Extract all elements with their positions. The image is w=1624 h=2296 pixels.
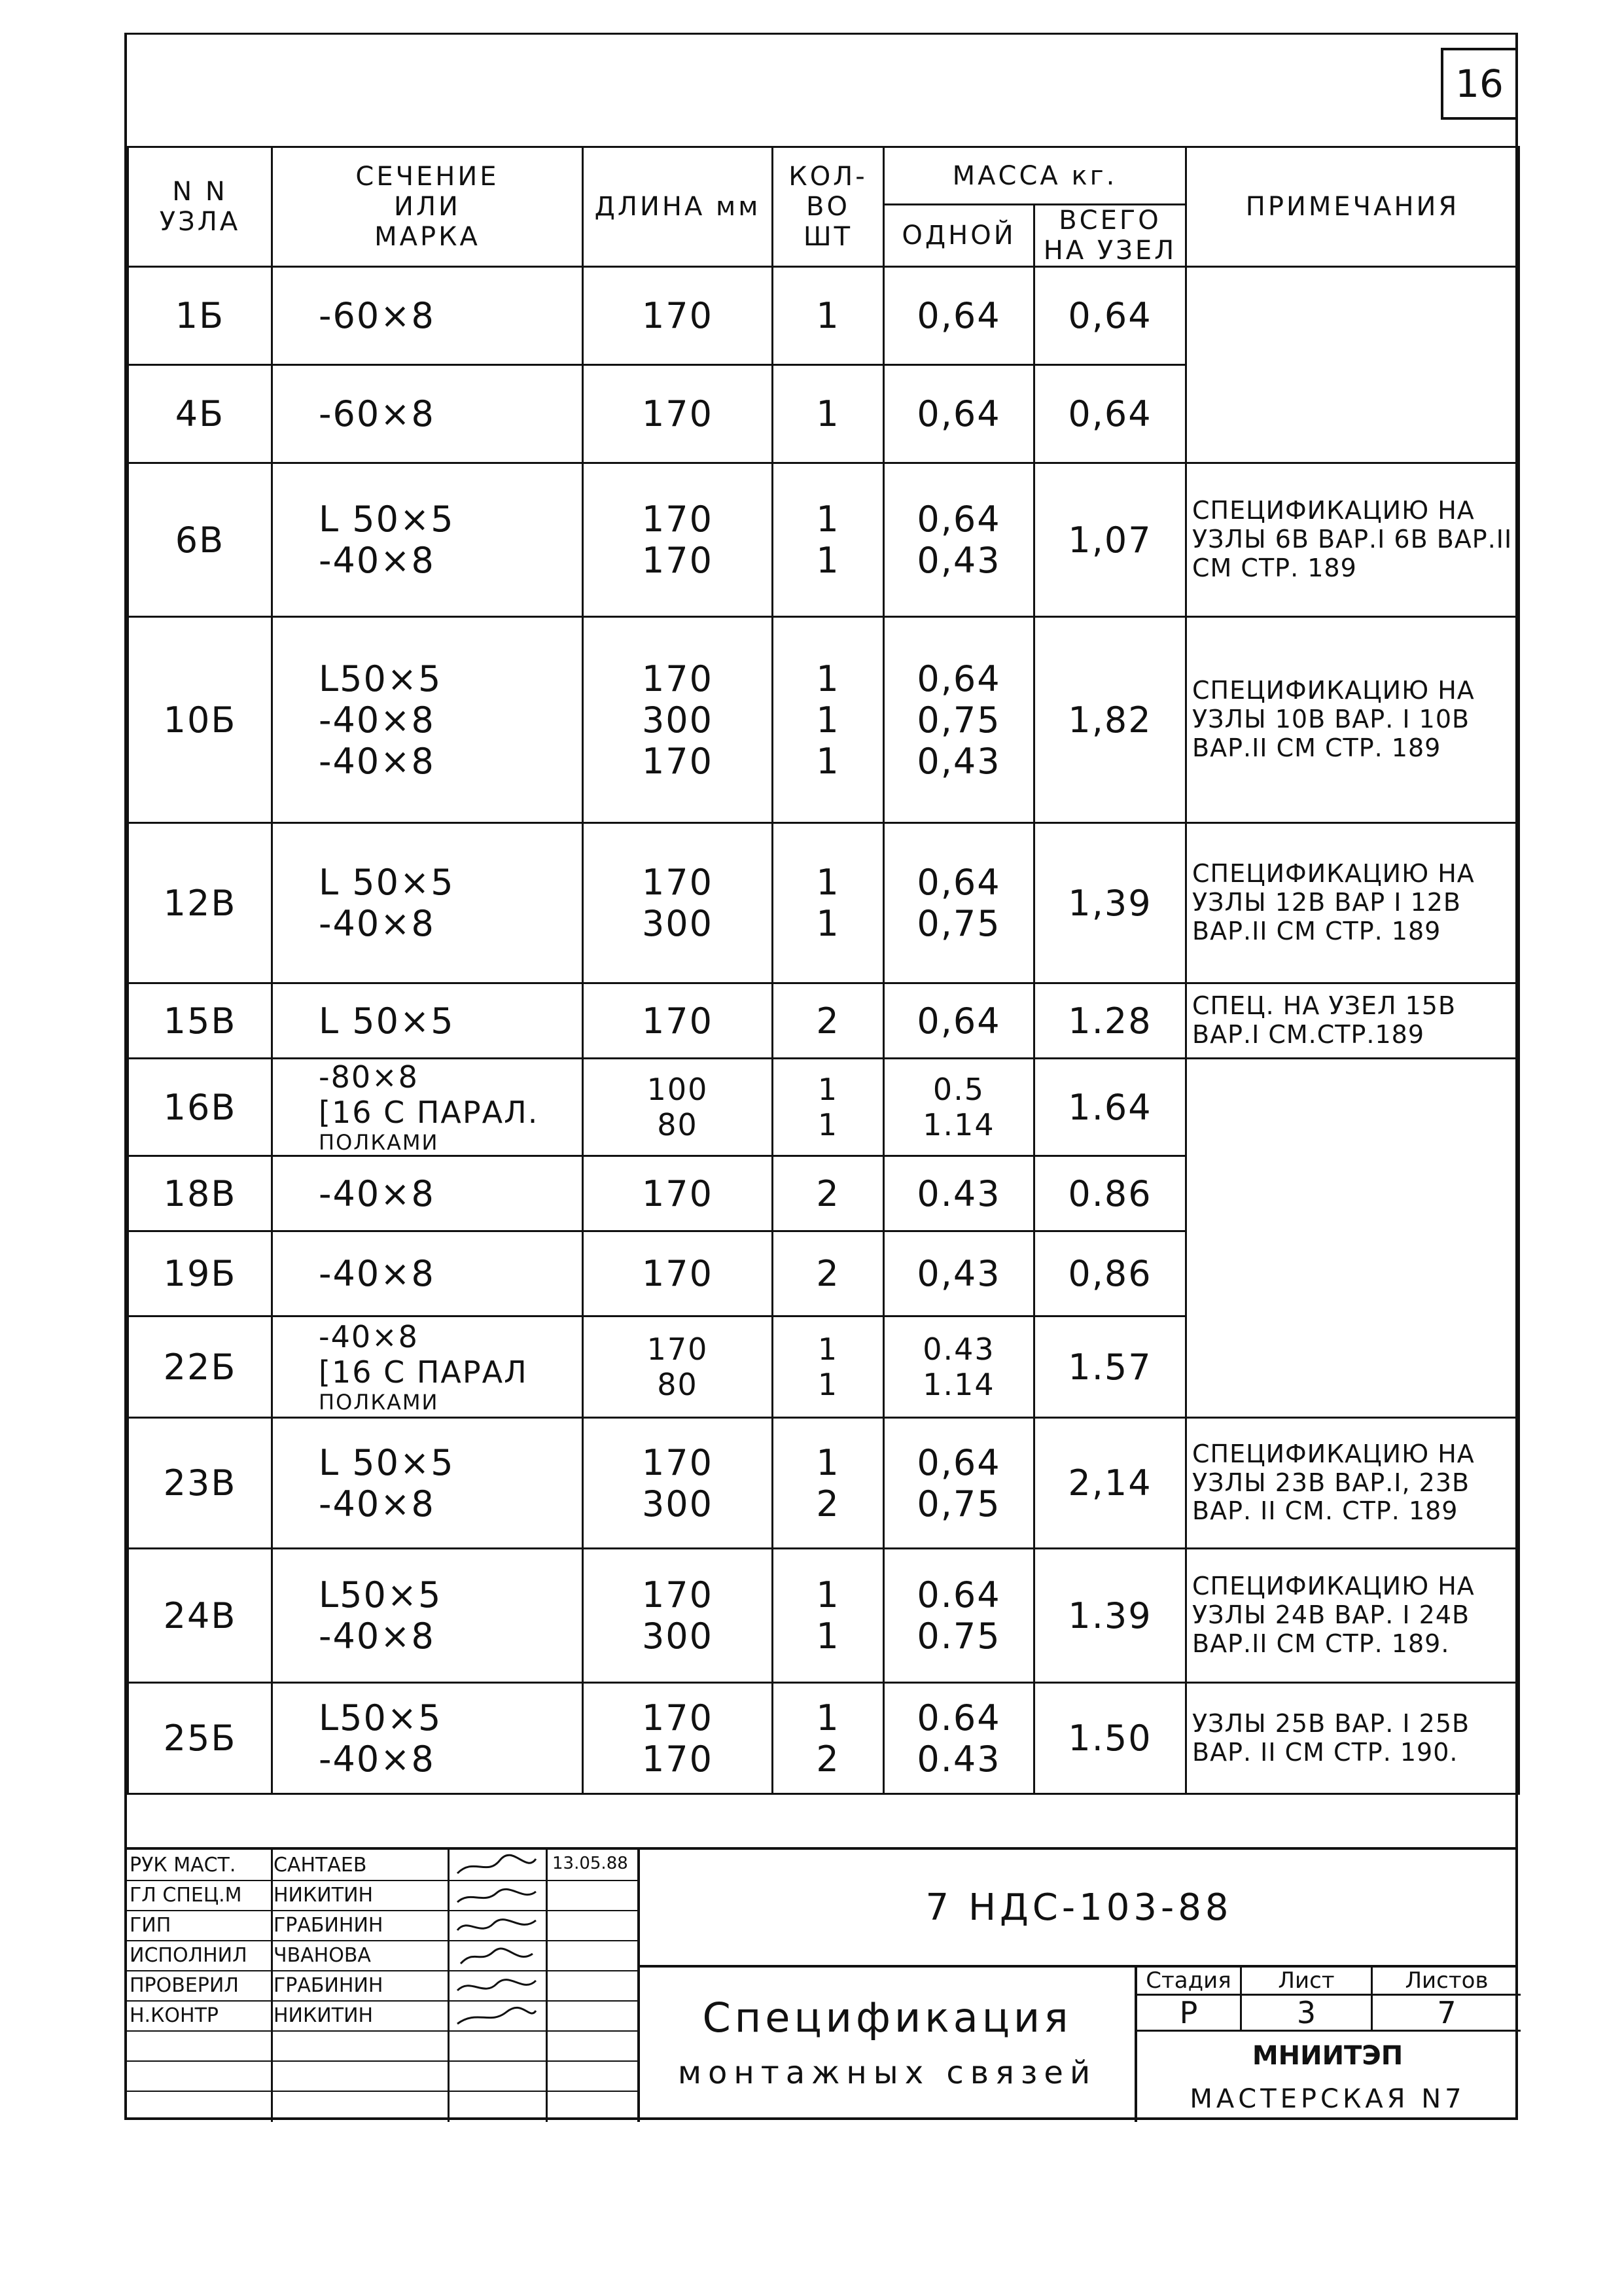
header-length: ДЛИНА мм xyxy=(583,147,773,267)
signatures-block: РУК МАСТ. САНТАЕВ 13.05.88 ГЛ СПЕЦ.М НИКИТИН ГИП ГРАБИНИН ИСПОЛНИЛ ЧВАНОВА ПРОВЕРИЛ ГРАБИНИН Н.КОНТР НИКИТИН xyxy=(127,1850,637,2122)
table-row: 10Б L50×5 -40×8 -40×8 170 300 170 1 1 1 0,64 0,75 0,43 1,82 СПЕЦИФИКАЦИЮ НА УЗЛЫ 10В ВАР. I 10В ВАР.II СМ СТР. 189 xyxy=(128,617,1519,823)
workshop: МАСТЕРСКАЯ N7 xyxy=(1190,2084,1466,2114)
note: СПЕЦИФИКАЦИЮ НА УЗЛЫ 23В ВАР.I, 23В ВАР. II СМ. СТР. 189 xyxy=(1186,1418,1519,1549)
table-row: 22Б -40×8 [16 С ПАРАЛ ПОЛКАМИ 170 80 1 1 0.43 1.14 1.57 xyxy=(128,1316,1519,1418)
signature-4 xyxy=(454,1944,539,1970)
table-row: 19Б -40×8 170 2 0,43 0,86 xyxy=(128,1231,1519,1316)
header-mass-one: ОДНОЙ xyxy=(884,205,1034,267)
stage-block: Стадия Лист Листов Р 3 7 МНИИТЭП МАСТЕРСКАЯ N7 xyxy=(1135,1968,1518,2122)
header-mass-total: ВСЕГО НА УЗЕЛ xyxy=(1034,205,1186,267)
table-row: 23В L 50×5 -40×8 170 300 1 2 0,64 0,75 2,14 СПЕЦИФИКАЦИЮ НА УЗЛЫ 23В ВАР.I, 23В ВАР. II СМ. СТР. 189 xyxy=(128,1418,1519,1549)
drawing-title: Спецификация монтажных связей xyxy=(637,1968,1135,2122)
table-row: 1Б -60×8 170 1 0,64 0,64 xyxy=(128,267,1519,365)
signature-3 xyxy=(454,1914,539,1940)
signature-1 xyxy=(454,1854,539,1880)
note: УЗЛЫ 25В ВАР. I 25В ВАР. II СМ СТР. 190. xyxy=(1186,1683,1519,1794)
document-code: 7 НДС-103-88 xyxy=(637,1850,1518,1968)
header-node: N N УЗЛА xyxy=(128,147,272,267)
drawing-sheet xyxy=(124,33,1518,2120)
note: СПЕЦ. НА УЗЕЛ 15В ВАР.I СМ.СТР.189 xyxy=(1186,983,1519,1059)
table-row: 15В L 50×5 170 2 0,64 1.28 СПЕЦ. НА УЗЕЛ 15В ВАР.I СМ.СТР.189 xyxy=(128,983,1519,1059)
note: СПЕЦИФИКАЦИЮ НА УЗЛЫ 10В ВАР. I 10В ВАР.II СМ СТР. 189 xyxy=(1186,617,1519,823)
signature-6 xyxy=(454,2004,539,2030)
signature-2 xyxy=(454,1884,539,1910)
header-notes: ПРИМЕЧАНИЯ xyxy=(1186,147,1519,267)
table-row: 4Б -60×8 170 1 0,64 0,64 xyxy=(128,365,1519,463)
table-row: 12В L 50×5 -40×8 170 300 1 1 0,64 0,75 1,39 СПЕЦИФИКАЦИЮ НА УЗЛЫ 12В ВАР I 12В ВАР.II СМ СТР. 189 xyxy=(128,823,1519,983)
table-row: 6В L 50×5 -40×8 170 170 1 1 0,64 0,43 1,07 СПЕЦИФИКАЦИЮ НА УЗЛЫ 6В ВАР.I 6В ВАР.II СМ СТР. 189 xyxy=(128,463,1519,617)
table-row: 16В -80×8 [16 С ПАРАЛ. ПОЛКАМИ 100 80 1 1 0.5 1.14 1.64 xyxy=(128,1059,1519,1156)
signature-5 xyxy=(454,1974,539,2000)
note: СПЕЦИФИКАЦИЮ НА УЗЛЫ 12В ВАР I 12В ВАР.II СМ СТР. 189 xyxy=(1186,823,1519,983)
spec-table xyxy=(127,146,1520,1795)
note: СПЕЦИФИКАЦИЮ НА УЗЛЫ 6В ВАР.I 6В ВАР.II СМ СТР. 189 xyxy=(1186,463,1519,617)
table-row: 25Б L50×5 -40×8 170 170 1 2 0.64 0.43 1.50 УЗЛЫ 25В ВАР. I 25В ВАР. II СМ СТР. 190. xyxy=(128,1683,1519,1794)
header-qty: КОЛ-ВО ШТ xyxy=(773,147,884,267)
table-row: 18В -40×8 170 2 0.43 0.86 xyxy=(128,1156,1519,1231)
page-number: 16 xyxy=(1441,48,1518,120)
header-section: СЕЧЕНИЕ ИЛИ МАРКА xyxy=(272,147,583,267)
organization: МНИИТЭП xyxy=(1252,2041,1403,2071)
header-mass: МАССА кг. xyxy=(884,147,1186,205)
title-block xyxy=(127,1847,1518,2122)
table-row: 24В L50×5 -40×8 170 300 1 1 0.64 0.75 1.39 СПЕЦИФИКАЦИЮ НА УЗЛЫ 24В ВАР. I 24В ВАР.II СМ СТР. 189. xyxy=(128,1549,1519,1683)
note: СПЕЦИФИКАЦИЮ НА УЗЛЫ 24В ВАР. I 24В ВАР.II СМ СТР. 189. xyxy=(1186,1549,1519,1683)
